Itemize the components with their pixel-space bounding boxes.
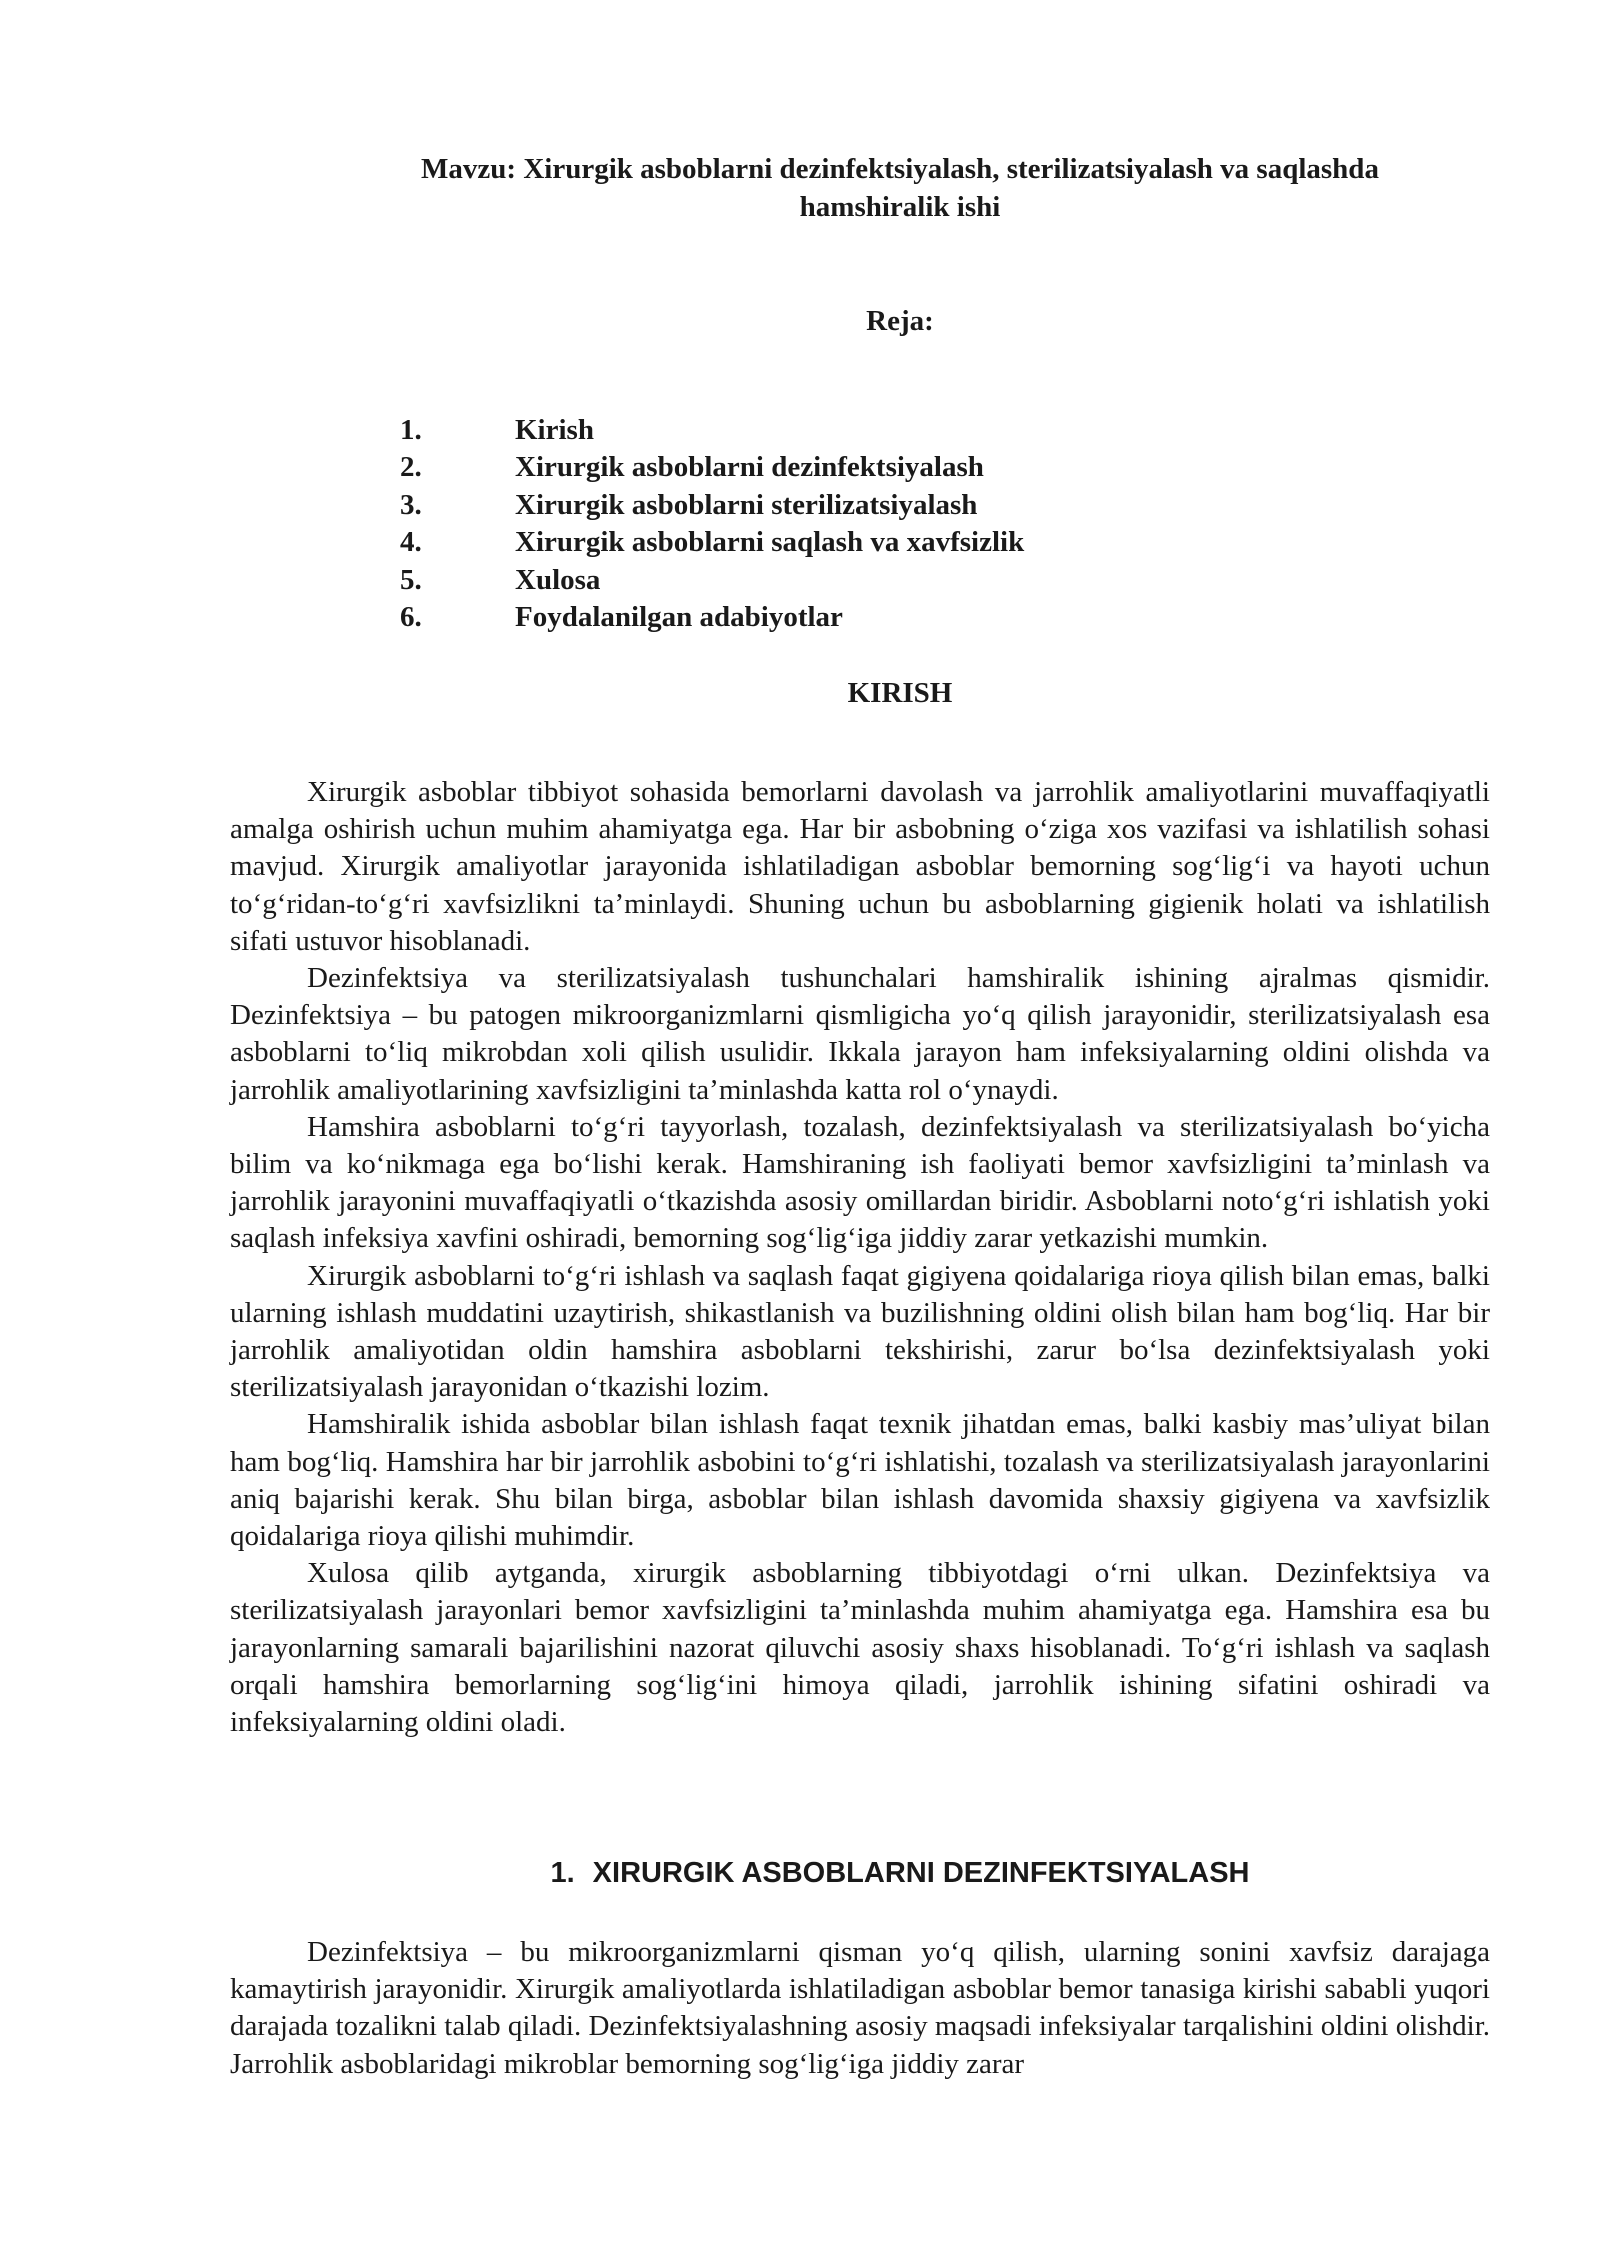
section-1-heading	[330, 1854, 1470, 1892]
plan-item-label: Xirurgik asboblarni sterilizatsiyalash	[515, 488, 978, 521]
plan-item-number: 6.	[400, 601, 422, 634]
plan-heading: Reja:	[866, 305, 934, 337]
title-line-1: Mavzu: Xirurgik asboblarni dezinfektsiyalash, sterilizatsiyalash va saqlashda	[421, 153, 1379, 185]
section-1-number: 1.	[550, 1857, 575, 1889]
section-1-title: XIRURGIK ASBOBLARNI DEZINFEKTSIYALASH	[592, 1857, 1250, 1889]
plan-item-number: 3.	[400, 488, 422, 521]
plan-item-label: Xulosa	[515, 563, 601, 596]
intro-heading: KIRISH	[847, 677, 953, 709]
section-1-body	[230, 1934, 1490, 2083]
plan-item-label: Xirurgik asboblarni saqlash va xavfsizlik	[515, 526, 1025, 559]
plan-item	[400, 487, 1024, 524]
plan-item	[400, 449, 1024, 486]
plan-item-number: 1.	[400, 414, 422, 446]
intro-paragraph: Xirurgik asboblarni to‘g‘ri ishlash va saqlash faqat gigiyena qoidalariga rioya qilish bilan emas, balki ularning ishlash muddatini uzaytirish, shikastlanish va buzilishning oldini olish bilan ham bog‘liq. Har bir jarrohlik amaliyotidan oldin hamshira asboblarni tekshirishi, zarur bo‘lsa dezinfektsiyalash yoki sterilizatsiyalash jarayonidan o‘tkazishi lozim.	[230, 1259, 1490, 1404]
plan-item	[400, 524, 1024, 561]
intro-paragraph: Hamshiralik ishida asboblar bilan ishlash faqat texnik jihatdan emas, balki kasbiy mas’uliyat bilan ham bog‘liq. Hamshira har bir jarrohlik asbobini to‘g‘ri ishlatishi, tozalash va sterilizatsiyalash jarayonlarini aniq bajarishi kerak. Shu bilan birga, asboblar bilan ishlash davomida shaxsiy gigiyena va xavfsizlik qoidalariga rioya qilishi muhimdir.	[230, 1408, 1490, 1553]
intro-paragraph: Xirurgik asboblar tibbiyot sohasida bemorlarni davolash va jarrohlik amaliyotlarini muvaffaqiyatli amalga oshirish uchun muhim ahamiyatga ega. Har bir asbobning o‘ziga xos vazifasi va ishlatilish sohasi mavjud. Xirurgik amaliyotlar jarayonida ishlatiladigan asboblar bemorning sog‘lig‘i va hayoti uchun to‘g‘ridan-to‘g‘ri xavfsizlikni ta’minlaydi. Shuning uchun bu asboblarning gigienik holati va ishlatilish sifati ustuvor hisoblanadi.	[230, 776, 1490, 957]
plan-item-number: 2.	[400, 451, 422, 484]
title-line-2: hamshiralik ishi	[799, 191, 1001, 223]
intro-paragraph: Hamshira asboblarni to‘g‘ri tayyorlash, tozalash, dezinfektsiyalash va sterilizatsiyalash bo‘yicha bilim va ko‘nikmaga ega bo‘lishi kerak. Hamshiraning ish faoliyati bemor xavfsizligini ta’minlash va jarrohlik jarayonini muvaffaqiyatli o‘tkazishda asosiy omillardan biridir. Asboblarni noto‘g‘ri ishlatish yoki saqlash infeksiya xavfini oshiradi, bemorning sog‘lig‘iga jiddiy zarar yetkazishi mumkin.	[230, 1110, 1490, 1255]
intro-paragraph: Xulosa qilib aytganda, xirurgik asboblarning tibbiyotdagi o‘rni ulkan. Dezinfektsiya va sterilizatsiyalash jarayonlari bemor xavfsizligini ta’minlashda muhim ahamiyatga ega. Hamshira esa bu jarayonlarning samarali bajarilishini nazorat qiluvchi asosiy shaxs hisoblanadi. To‘g‘ri ishlash va saqlash orqali hamshira bemorlarning sog‘lig‘ini himoya qiladi, jarrohlik ishining sifatini oshiradi va infeksiyalarning oldini oladi.	[230, 1557, 1490, 1739]
document-title	[330, 150, 1470, 226]
plan-item	[400, 412, 1024, 449]
plan-item-label: Kirish	[515, 414, 594, 446]
plan-list	[400, 412, 1024, 636]
intro-paragraph: Dezinfektsiya va sterilizatsiyalash tushunchalari hamshiralik ishining ajralmas qismidir. Dezinfektsiya – bu patogen mikroorganizmlarni qismligicha yo‘q qilish jarayonidir, sterilizatsiyalash esa asboblarni to‘liq mikrobdan xoli qilish usulidir. Ikkala jarayon ham infeksiyalarning oldini olishda va jarrohlik amaliyotlarining xavfsizligini ta’minlashda katta rol o‘ynaydi.	[230, 962, 1490, 1106]
plan-item-label: Foydalanilgan adabiyotlar	[515, 601, 843, 634]
plan-item	[400, 599, 1024, 636]
plan-item-number: 4.	[400, 526, 422, 559]
plan-item-label: Xirurgik asboblarni dezinfektsiyalash	[515, 451, 984, 484]
section-1-paragraph: Dezinfektsiya – bu mikroorganizmlarni qisman yo‘q qilish, ularning sonini xavfsiz darajaga kamaytirish jarayonidir. Xirurgik amaliyotlarda ishlatiladigan asboblar bemor tanasiga kirishi sababli yuqori darajada tozalikni talab qiladi. Dezinfektsiyalashning asosiy maqsadi infeksiyalar tarqalishini oldini olishdir. Jarrohlik asboblaridagi mikroblar bemorning sog‘lig‘iga jiddiy zarar	[230, 1936, 1490, 2080]
intro-body	[230, 774, 1490, 1741]
plan-item-number: 5.	[400, 563, 422, 596]
plan-item	[400, 562, 1024, 599]
